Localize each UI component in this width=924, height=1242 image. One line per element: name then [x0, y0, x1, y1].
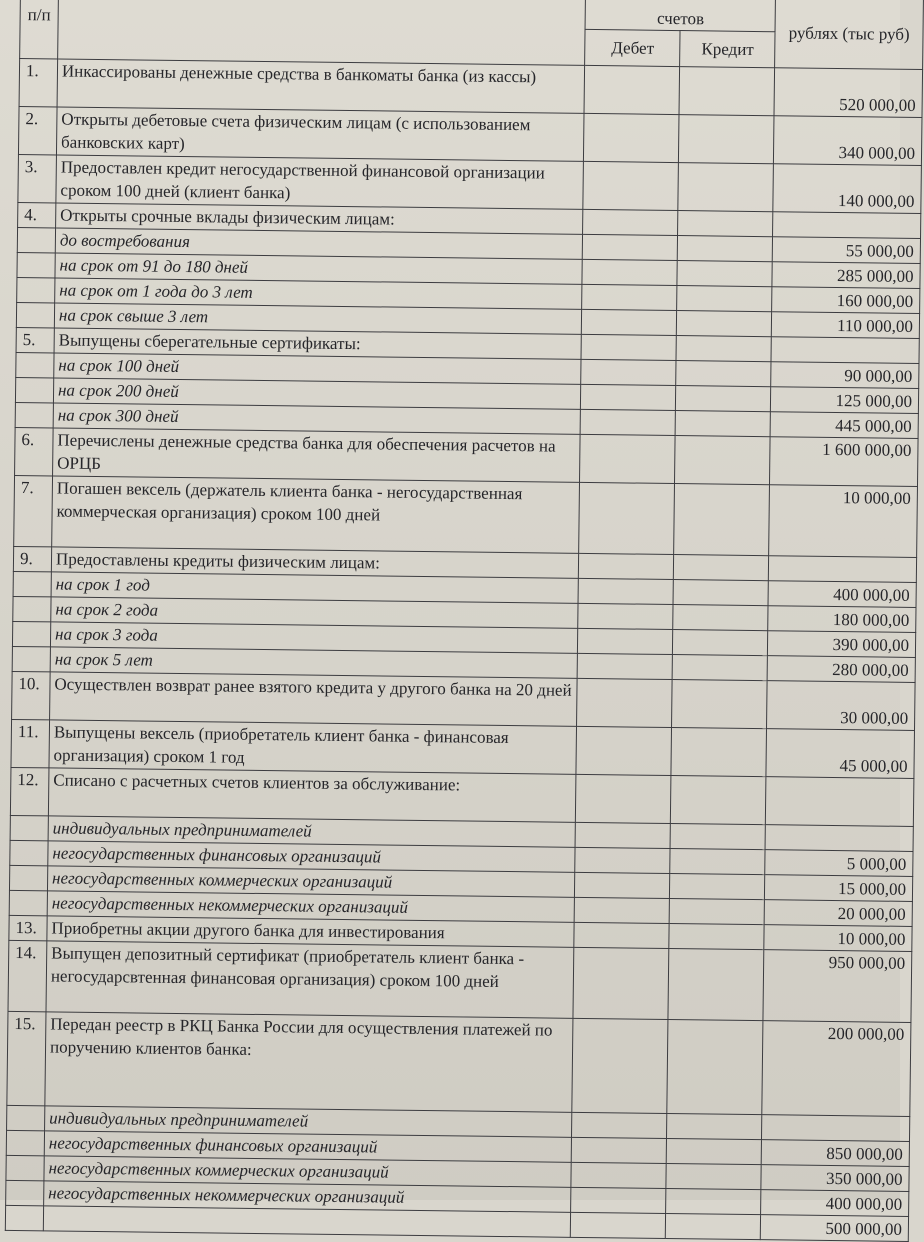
row-amount [762, 1115, 910, 1142]
row-amount: 400 000,00 [761, 1190, 909, 1217]
row-description: на срок 100 дней [54, 353, 582, 384]
row-description: на срок 2 года [51, 597, 579, 628]
row-number [12, 621, 50, 646]
row-number: 14. [8, 940, 47, 1011]
row-number [5, 1205, 43, 1230]
row-description: Погашен вексель (держатель клиента банка - негосударственная коммерческая организация) сроком 100 дней [52, 476, 580, 553]
row-credit [670, 874, 765, 900]
row-amount: 160 000,00 [772, 287, 920, 314]
row-description: на срок 300 дней [53, 403, 581, 434]
row-number: 3. [18, 154, 57, 202]
row-debit [574, 922, 669, 948]
row-number: 5. [16, 327, 54, 352]
row-number [10, 840, 48, 865]
row-debit [583, 209, 678, 235]
row-amount: 10 000,00 [764, 925, 912, 952]
row-credit [675, 436, 771, 485]
row-amount: 180 000,00 [768, 606, 916, 633]
row-amount: 850 000,00 [761, 1140, 909, 1167]
row-debit [580, 434, 676, 483]
row-description: Выпущен депозитный сертификат (приобретатель клиент банка - негосударсвтенная финансовая организация) сроком 100 дней [46, 941, 574, 1018]
row-amount [773, 212, 921, 239]
header-accounts: счетов [585, 0, 775, 32]
row-number: 9. [13, 546, 51, 571]
row-debit [579, 482, 675, 554]
header-credit: Кредит [680, 31, 775, 68]
row-description: на срок от 91 до 180 дней [55, 253, 583, 284]
row-amount: 350 000,00 [761, 1165, 909, 1192]
row-debit [577, 678, 673, 727]
table-row [7, 1011, 911, 1116]
row-debit [578, 653, 673, 679]
row-description: на срок 1 год [51, 572, 579, 603]
row-debit [583, 161, 679, 210]
row-credit [676, 386, 771, 412]
row-number [16, 302, 54, 327]
row-debit [581, 334, 676, 360]
row-description: негосударственных финансовых организаций [48, 841, 576, 872]
row-number [16, 352, 54, 377]
row-number: 10. [12, 671, 51, 719]
row-number: 12. [10, 767, 49, 815]
row-amount [769, 556, 917, 583]
row-description: Приобретны акции другого банка для инвестирования [47, 916, 575, 947]
row-description: индивидуальных предпринимателей [48, 816, 576, 847]
row-number [10, 815, 48, 840]
row-amount: 445 000,00 [770, 412, 918, 439]
row-credit [673, 580, 768, 606]
row-debit [576, 774, 672, 823]
row-amount: 90 000,00 [771, 362, 919, 389]
row-amount [765, 825, 913, 852]
row-credit [667, 1113, 762, 1139]
row-number: 4. [18, 202, 56, 227]
row-number: 13. [9, 915, 47, 940]
row-amount [766, 777, 914, 827]
row-number [17, 277, 55, 302]
row-amount: 20 000,00 [764, 900, 912, 927]
row-amount: 45 000,00 [766, 729, 914, 779]
row-credit [674, 484, 770, 556]
row-number: 1. [19, 59, 58, 107]
row-debit [582, 309, 677, 335]
row-amount: 5 000,00 [765, 850, 913, 877]
row-amount: 125 000,00 [771, 387, 919, 414]
row-description: Выпущены сберегательные сертификаты: [54, 328, 582, 359]
row-credit [676, 361, 771, 387]
row-credit [667, 1019, 763, 1114]
row-amount: 10 000,00 [769, 485, 918, 558]
row-credit [672, 655, 767, 681]
row-description: на срок свыше 3 лет [54, 303, 582, 334]
row-number: 11. [11, 719, 50, 767]
row-description: негосударственных некоммерческих организаций [44, 1181, 572, 1212]
row-amount: 390 000,00 [768, 631, 916, 658]
row-debit [583, 234, 678, 260]
row-amount: 200 000,00 [762, 1021, 911, 1117]
row-debit [581, 359, 676, 385]
row-credit [674, 555, 769, 581]
row-amount: 400 000,00 [768, 581, 916, 608]
row-debit [573, 947, 669, 1019]
row-number [6, 1180, 44, 1205]
row-credit [667, 1138, 762, 1164]
row-credit [678, 211, 773, 237]
row-credit [670, 824, 765, 850]
row-debit [571, 1162, 666, 1188]
row-description: Перечислены денежные средства банка для обеспечения расчетов на ОРЦБ [53, 428, 581, 482]
row-debit [576, 726, 672, 775]
row-credit [669, 924, 764, 950]
header-debit: Дебет [585, 29, 680, 66]
row-description: негосударственных коммерческих организаций [47, 866, 575, 897]
row-description: на срок 3 года [50, 622, 578, 653]
row-description: индивидуальных предпринимателей [45, 1106, 573, 1137]
row-description: Предоставлен кредит негосударственной финансовой организации сроком 100 дней (клиент банка) [56, 155, 584, 209]
row-credit [673, 605, 768, 631]
row-debit [572, 1112, 667, 1138]
row-debit [582, 259, 677, 285]
row-credit [671, 776, 767, 825]
row-number [15, 402, 53, 427]
row-description: негосударственных коммерческих организаций [44, 1156, 572, 1187]
row-amount: 140 000,00 [773, 164, 921, 214]
row-number: 6. [15, 427, 54, 475]
row-amount: 15 000,00 [765, 875, 913, 902]
table-row [8, 940, 912, 1022]
row-description: на срок 200 дней [53, 378, 581, 409]
row-number: 7. [14, 475, 53, 546]
row-amount: 280 000,00 [767, 656, 915, 683]
row-debit [575, 872, 670, 898]
row-debit [578, 578, 673, 604]
row-number [9, 890, 47, 915]
row-description: Открыты срочные вклады физическим лицам: [56, 203, 584, 234]
row-credit [677, 311, 772, 337]
row-description: на срок 5 лет [50, 647, 578, 678]
row-description [43, 1206, 571, 1237]
row-amount: 520 000,00 [774, 68, 922, 118]
row-description: Осуществлен возврат ранее взятого кредита у другого банка на 20 дней [50, 672, 578, 726]
row-debit [572, 1137, 667, 1163]
row-amount: 340 000,00 [774, 116, 922, 166]
row-credit [669, 899, 764, 925]
row-debit [575, 822, 670, 848]
row-description: Предоставлены кредиты физическим лицам: [51, 547, 579, 578]
row-description: Передан реестр в РКЦ Банка России для осуществления платежей по поручению клиентов банка: [45, 1012, 574, 1112]
row-credit [675, 411, 770, 437]
row-credit [678, 236, 773, 262]
row-debit [572, 1018, 668, 1113]
row-amount: 500 000,00 [761, 1215, 909, 1242]
row-amount: 55 000,00 [773, 237, 921, 264]
row-debit [575, 847, 670, 873]
row-number: 15. [7, 1011, 46, 1105]
row-amount [771, 337, 919, 364]
row-amount: 30 000,00 [767, 681, 915, 731]
row-amount: 110 000,00 [772, 312, 920, 339]
header-amount: рублях (тыс руб) [775, 0, 924, 70]
row-debit [584, 113, 680, 162]
row-credit [673, 630, 768, 656]
row-description: негосударственных некоммерческих организаций [47, 891, 575, 922]
row-number [13, 571, 51, 596]
row-credit [666, 1213, 761, 1239]
row-credit [679, 67, 775, 116]
row-credit [676, 336, 771, 362]
row-credit [678, 163, 774, 212]
header-description [58, 0, 586, 65]
table-body [5, 59, 922, 1242]
row-credit [668, 949, 764, 1021]
row-debit [571, 1187, 666, 1213]
row-credit [679, 115, 775, 164]
row-credit [677, 286, 772, 312]
row-number [9, 865, 47, 890]
row-number [6, 1155, 44, 1180]
row-credit [666, 1188, 761, 1214]
row-debit [571, 1212, 666, 1238]
row-number [12, 646, 50, 671]
row-debit [578, 628, 673, 654]
row-description: Открыты дебетовые счета физическим лицам (с использованием банковских карт) [56, 107, 584, 161]
row-debit [581, 384, 676, 410]
row-debit [580, 409, 675, 435]
row-debit [584, 65, 680, 114]
row-description: Списано с расчетных счетов клиентов за обслуживание: [48, 768, 576, 822]
row-description: Выпущены вексель (приобретатель клиент банка - финансовая организация) сроком 1 год [49, 720, 577, 774]
row-credit [672, 680, 768, 729]
row-description: до востребования [55, 228, 583, 259]
row-credit [671, 728, 767, 777]
transactions-table [5, 0, 924, 1242]
row-amount: 950 000,00 [763, 950, 912, 1023]
row-amount: 285 000,00 [772, 262, 920, 289]
row-number [13, 596, 51, 621]
row-description: на срок от 1 года до 3 лет [55, 278, 583, 309]
row-debit [575, 897, 670, 923]
row-credit [677, 261, 772, 287]
row-number [7, 1105, 45, 1130]
row-amount: 1 600 000,00 [770, 437, 918, 487]
row-debit [582, 284, 677, 310]
row-credit [666, 1163, 761, 1189]
row-number [15, 377, 53, 402]
row-credit [670, 849, 765, 875]
row-description: Инкассированы денежные средства в банкоматы банка (из кассы) [57, 59, 585, 113]
row-number [17, 252, 55, 277]
row-number [6, 1130, 44, 1155]
header-number: п/п [20, 0, 59, 59]
row-debit [579, 553, 674, 579]
row-number [17, 227, 55, 252]
row-description: негосударственных финансовых организаций [44, 1131, 572, 1162]
row-debit [578, 603, 673, 629]
table-row [14, 475, 918, 557]
row-number: 2. [18, 106, 57, 154]
